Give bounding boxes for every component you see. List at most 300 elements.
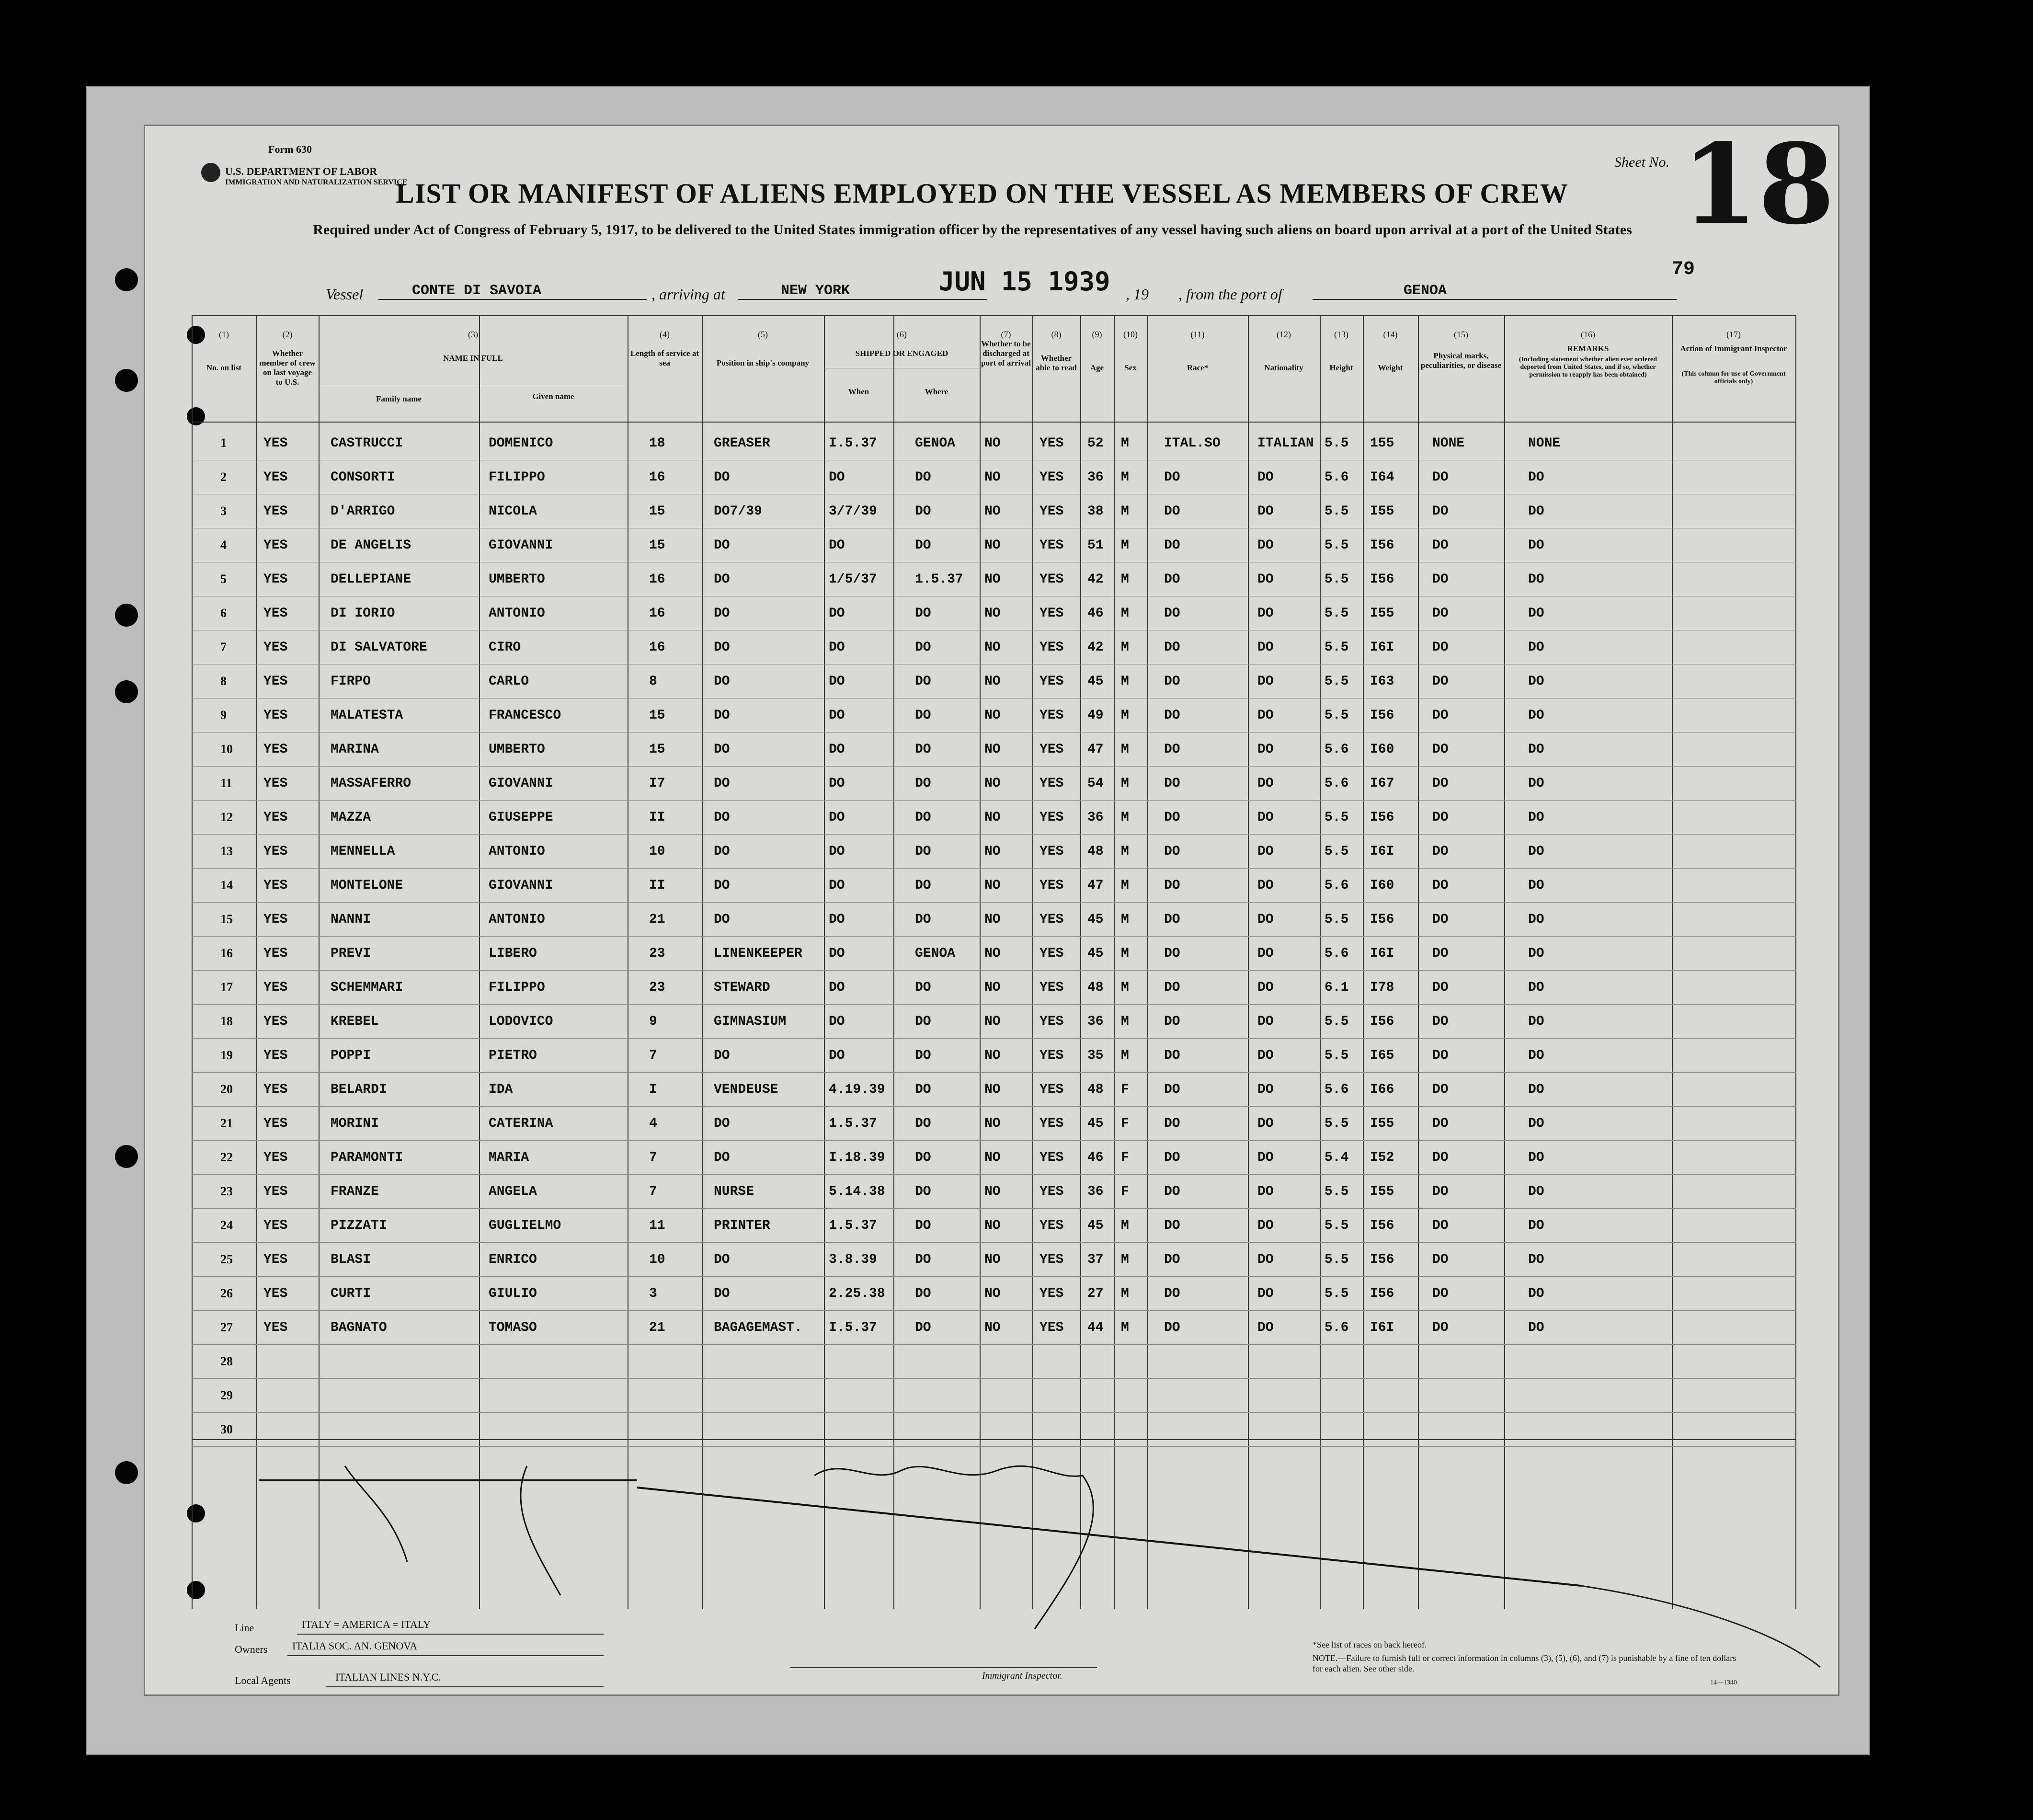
cell-read: YES [1039,912,1064,927]
cell-given: CIRO [489,640,521,655]
cell-height: 5.5 [1325,810,1349,825]
cell-when: 1.5.37 [829,1218,877,1233]
cell-race: DO [1164,1150,1180,1165]
cell-no: 28 [220,1354,233,1368]
cell-weight: I52 [1370,1150,1394,1165]
cell-sex: M [1121,1286,1129,1301]
cell-race: DO [1164,504,1180,519]
cell-last: YES [263,1150,288,1165]
cell-where: DO [915,742,931,757]
cell-service: 21 [649,1320,665,1335]
arrival-date-stamp: JUN 15 1939 [939,266,1110,297]
cell-remarks: DO [1528,1116,1544,1131]
cell-family: KREBEL [331,1014,379,1029]
cell-position: GREASER [714,436,770,451]
cell-family: CASTRUCCI [331,436,403,451]
cell-sex: M [1121,504,1129,519]
table-row [192,528,1796,563]
cell-sex: M [1121,776,1129,791]
cell-read: YES [1039,1150,1064,1165]
cell-marks: DO [1432,776,1449,791]
table-row [192,1345,1796,1379]
cell-service: 8 [649,674,657,689]
cell-race: DO [1164,674,1180,689]
cell-disch: NO [984,1048,1001,1063]
cell-position: DO [714,1048,730,1063]
table-row [192,1175,1796,1209]
cell-remarks: DO [1528,1184,1544,1199]
underline [287,1655,604,1656]
cell-remarks: DO [1528,1218,1544,1233]
cell-disch: NO [984,980,1001,995]
cell-weight: 155 [1370,436,1394,451]
cell-nat: DO [1257,470,1274,485]
cell-position: DO [714,640,730,655]
cell-service: II [649,878,665,893]
cell-marks: DO [1432,606,1449,621]
cell-where: DO [915,1252,931,1267]
cell-disch: NO [984,810,1001,825]
cell-sex: M [1121,1320,1129,1335]
cell-disch: NO [984,1252,1001,1267]
cell-nat: DO [1257,538,1274,553]
cell-disch: NO [984,1320,1001,1335]
department-name: U.S. DEPARTMENT OF LABOR [225,165,377,177]
cell-read: YES [1039,1082,1064,1097]
cell-sex: M [1121,572,1129,587]
cell-weight: I60 [1370,878,1394,893]
cell-height: 5.4 [1325,1150,1349,1165]
cell-last: YES [263,504,288,519]
table-row [192,426,1796,461]
cell-marks: DO [1432,504,1449,519]
cell-weight: I56 [1370,1286,1394,1301]
cell-given: UMBERTO [489,742,545,757]
table-row [192,801,1796,835]
cell-remarks: DO [1528,810,1544,825]
cell-age: 46 [1087,1150,1104,1165]
cell-weight: I78 [1370,980,1394,995]
cell-sex: M [1121,640,1129,655]
cell-read: YES [1039,504,1064,519]
cell-where: DO [915,1184,931,1199]
cell-service: II [649,810,665,825]
cell-nat: DO [1257,674,1274,689]
cell-given: CATERINA [489,1116,553,1131]
cell-given: FILIPPO [489,470,545,485]
cell-family: PREVI [331,946,371,961]
cell-where: DO [915,504,931,519]
cell-race: DO [1164,742,1180,757]
cell-no: 8 [220,674,227,688]
cell-disch: NO [984,470,1001,485]
year-label: , 19 [1126,286,1149,303]
cell-remarks: DO [1528,504,1544,519]
cell-remarks: DO [1528,640,1544,655]
line-label: Line [235,1622,254,1634]
punch-hole [115,1145,138,1168]
cell-family: MASSAFERRO [331,776,411,791]
cell-race: DO [1164,1082,1180,1097]
column-number: (9) [1092,330,1102,339]
cell-disch: NO [984,606,1001,621]
from-port: GENOA [1404,283,1447,299]
cell-position: DO7/39 [714,504,762,519]
cell-read: YES [1039,980,1064,995]
agents-label: Local Agents [235,1674,291,1686]
cell-read: YES [1039,674,1064,689]
cell-nat: DO [1257,1252,1274,1267]
cell-no: 7 [220,640,227,654]
cell-read: YES [1039,436,1064,451]
cell-given: CARLO [489,674,529,689]
cell-age: 42 [1087,640,1104,655]
cell-race: DO [1164,1252,1180,1267]
cell-last: YES [263,878,288,893]
cell-nat: DO [1257,1082,1274,1097]
cell-no: 22 [220,1150,233,1164]
cell-marks: DO [1432,538,1449,553]
cell-nat: DO [1257,708,1274,723]
cell-position: DO [714,1252,730,1267]
cell-last: YES [263,1218,288,1233]
cell-age: 47 [1087,878,1104,893]
cell-disch: NO [984,946,1001,961]
cell-weight: I55 [1370,1184,1394,1199]
column-header-remarks: REMARKS [1567,344,1609,353]
table-row [192,664,1796,699]
cell-weight: I56 [1370,708,1394,723]
cell-no: 11 [220,776,232,790]
cell-where: DO [915,606,931,621]
cell-when: DO [829,776,845,791]
cell-position: LINENKEEPER [714,946,802,961]
column-number: (10) [1123,330,1138,339]
cell-position: DO [714,708,730,723]
cell-weight: I63 [1370,674,1394,689]
cell-race: DO [1164,1286,1180,1301]
cell-age: 48 [1087,844,1104,859]
cell-where: DO [915,1082,931,1097]
cell-race: DO [1164,776,1180,791]
cell-where: DO [915,1048,931,1063]
cell-read: YES [1039,1286,1064,1301]
cell-race: DO [1164,572,1180,587]
column-number: (5) [758,330,768,339]
cell-race: DO [1164,1048,1180,1063]
vessel-name: CONTE DI SAVOIA [412,283,542,299]
cell-weight: I56 [1370,1252,1394,1267]
cell-position: VENDEUSE [714,1082,778,1097]
cell-nat: DO [1257,912,1274,927]
table-row [192,1073,1796,1107]
cell-last: YES [263,980,288,995]
cell-age: 36 [1087,1014,1104,1029]
vessel-label: Vessel [326,286,364,303]
cell-where: DO [915,810,931,825]
cell-race: DO [1164,1116,1180,1131]
cell-marks: DO [1432,1048,1449,1063]
cell-height: 5.5 [1325,436,1349,451]
cell-service: 10 [649,1252,665,1267]
cell-weight: I6I [1370,1320,1394,1335]
cell-where: DO [915,844,931,859]
cell-where: DO [915,674,931,689]
cell-when: DO [829,980,845,995]
cell-no: 23 [220,1184,233,1198]
cell-position: DO [714,878,730,893]
cell-age: 36 [1087,1184,1104,1199]
cell-service: I7 [649,776,665,791]
cell-nat: DO [1257,1014,1274,1029]
cell-sex: F [1121,1082,1129,1097]
cell-no: 15 [220,912,233,926]
cell-nat: DO [1257,1048,1274,1063]
cell-position: DO [714,844,730,859]
cell-service: 7 [649,1048,657,1063]
cell-family: DI SALVATORE [331,640,427,655]
row-rule [192,1446,1796,1447]
sheet-label: Sheet No. [1614,154,1669,170]
document-title: LIST OR MANIFEST OF ALIENS EMPLOYED ON THE VESSEL AS MEMBERS OF CREW [396,178,1568,209]
cell-height: 5.5 [1325,708,1349,723]
inspector-label: Immigrant Inspector. [982,1671,1062,1681]
column-header-no: No. on list [206,363,242,372]
cell-read: YES [1039,1116,1064,1131]
cell-service: 15 [649,538,665,553]
cell-position: DO [714,1286,730,1301]
cell-disch: NO [984,640,1001,655]
cell-nat: DO [1257,810,1274,825]
cell-no: 27 [220,1320,233,1334]
cell-weight: I6I [1370,844,1394,859]
cell-weight: I65 [1370,1048,1394,1063]
owners-label: Owners [235,1643,268,1655]
cell-where: GENOA [915,436,956,451]
cell-sex: M [1121,606,1129,621]
cell-disch: NO [984,1150,1001,1165]
cell-age: 49 [1087,708,1104,723]
cell-position: BAGAGEMAST. [714,1320,802,1335]
cell-height: 5.5 [1325,640,1349,655]
column-header-name: NAME IN FULL [443,354,503,363]
cell-no: 6 [220,606,227,620]
column-header-discharged: Whether to be discharged at port of arrival [981,339,1031,367]
cell-remarks: DO [1528,674,1544,689]
column-number: (16) [1581,330,1595,339]
column-header-age: Age [1090,363,1104,372]
column-header-shipped: SHIPPED OR ENGAGED [855,349,948,358]
cell-given: ENRICO [489,1252,537,1267]
cell-weight: I55 [1370,1116,1394,1131]
cell-disch: NO [984,538,1001,553]
column-number: (4) [660,330,670,339]
cell-when: DO [829,742,845,757]
cell-read: YES [1039,1048,1064,1063]
cell-disch: NO [984,844,1001,859]
line-value: ITALY = AMERICA = ITALY [302,1618,431,1630]
cell-given: TOMASO [489,1320,537,1335]
cell-race: DO [1164,708,1180,723]
cell-race: DO [1164,640,1180,655]
cell-last: YES [263,1252,288,1267]
cell-position: DO [714,776,730,791]
cell-family: SCHEMMARI [331,980,403,995]
cell-read: YES [1039,538,1064,553]
cell-where: DO [915,470,931,485]
cell-position: GIMNASIUM [714,1014,787,1029]
cell-disch: NO [984,708,1001,723]
cell-age: 45 [1087,946,1104,961]
column-number: (12) [1277,330,1291,339]
cell-given: PIETRO [489,1048,537,1063]
cell-family: DI IORIO [331,606,395,621]
cell-position: DO [714,1150,730,1165]
cell-age: 45 [1087,912,1104,927]
cell-height: 5.5 [1325,572,1349,587]
cell-nat: DO [1257,946,1274,961]
table-rule [192,422,1796,423]
table-row [192,835,1796,869]
cell-no: 14 [220,878,233,892]
column-number: (15) [1454,330,1468,339]
cell-marks: DO [1432,572,1449,587]
cell-family: PIZZATI [331,1218,387,1233]
cell-no: 20 [220,1082,233,1096]
column-header-read: Whether able to read [1036,354,1077,372]
cell-no: 25 [220,1252,233,1266]
cell-last: YES [263,1286,288,1301]
cell-given: GUGLIELMO [489,1218,561,1233]
cell-sex: M [1121,1252,1129,1267]
cell-given: LIBERO [489,946,537,961]
cell-read: YES [1039,742,1064,757]
table-row [192,1277,1796,1311]
races-note: *See list of races on back hereof. [1313,1640,1427,1649]
cell-when: I.18.39 [829,1150,885,1165]
cell-family: FIRPO [331,674,371,689]
table-row [192,971,1796,1005]
table-row [192,698,1796,733]
cell-when: DO [829,708,845,723]
cell-remarks: DO [1528,980,1544,995]
cell-last: YES [263,810,288,825]
cell-marks: DO [1432,1082,1449,1097]
column-header-sex: Sex [1124,363,1137,372]
cell-height: 5.5 [1325,538,1349,553]
table-row [192,1141,1796,1175]
cell-when: DO [829,674,845,689]
cell-service: 4 [649,1116,657,1131]
cell-height: 5.5 [1325,606,1349,621]
cell-no: 30 [220,1422,233,1436]
cell-no: 18 [220,1014,233,1028]
column-header-physical-marks: Physical marks, peculiarities, or disease [1420,351,1502,370]
column-header-where: Where [925,387,948,396]
cell-service: 15 [649,504,665,519]
cell-race: DO [1164,844,1180,859]
cell-family: CONSORTI [331,470,395,485]
remarks-note: (Including statement whether alien ever ordered deported from United States, and if so, whether permission to reapply has been obtained) [1519,356,1657,378]
table-row [192,1039,1796,1073]
cell-age: 36 [1087,810,1104,825]
service-name: IMMIGRATION AND NATURALIZATION SERVICE [225,178,408,186]
cell-age: 46 [1087,606,1104,621]
table-row [192,1311,1796,1345]
cell-height: 5.6 [1325,742,1349,757]
cell-when: 5.14.38 [829,1184,885,1199]
cell-last: YES [263,674,288,689]
column-header-last-voyage: Whether member of crew on last voyage to U.S. [259,349,316,387]
cell-marks: DO [1432,640,1449,655]
cell-when: DO [829,538,845,553]
cell-sex: M [1121,878,1129,893]
cell-service: 7 [649,1150,657,1165]
arriving-port: NEW YORK [781,283,850,299]
column-number: (3) [468,330,478,339]
form-number: Form 630 [268,143,312,155]
cell-read: YES [1039,878,1064,893]
column-header-position: Position in ship's company [716,358,810,367]
cell-family: PARAMONTI [331,1150,403,1165]
cell-when: DO [829,640,845,655]
cell-disch: NO [984,1116,1001,1131]
cell-last: YES [263,538,288,553]
cell-height: 5.5 [1325,1286,1349,1301]
cell-read: YES [1039,776,1064,791]
cell-last: YES [263,606,288,621]
cell-weight: I56 [1370,572,1394,587]
cell-sex: M [1121,1014,1129,1029]
punch-hole [115,268,138,291]
cell-when: DO [829,946,845,961]
cell-last: YES [263,946,288,961]
cell-service: 18 [649,436,665,451]
department-seal [201,163,220,182]
cell-family: MALATESTA [331,708,403,723]
cell-service: I [649,1082,657,1097]
cell-read: YES [1039,1320,1064,1335]
underline [378,299,647,300]
column-number: (14) [1383,330,1398,339]
cell-last: YES [263,1048,288,1063]
table-row [192,733,1796,767]
cell-age: 47 [1087,742,1104,757]
cell-service: 16 [649,640,665,655]
cell-family: FRANZE [331,1184,379,1199]
cell-height: 5.5 [1325,1252,1349,1267]
cell-read: YES [1039,606,1064,621]
cell-weight: I6I [1370,946,1394,961]
cell-position: DO [714,606,730,621]
cell-marks: NONE [1432,436,1465,451]
cell-position: DO [714,810,730,825]
column-number: (2) [282,330,293,339]
cell-marks: DO [1432,708,1449,723]
cell-sex: M [1121,912,1129,927]
cell-service: 16 [649,572,665,587]
cell-where: DO [915,1320,931,1335]
cell-last: YES [263,1116,288,1131]
column-header-given-name: Given name [532,392,574,401]
cell-given: LODOVICO [489,1014,553,1029]
cell-marks: DO [1432,1150,1449,1165]
cell-no: 24 [220,1218,233,1232]
cell-weight: I66 [1370,1082,1394,1097]
column-number: (8) [1051,330,1062,339]
cell-when: DO [829,810,845,825]
cell-given: NICOLA [489,504,537,519]
